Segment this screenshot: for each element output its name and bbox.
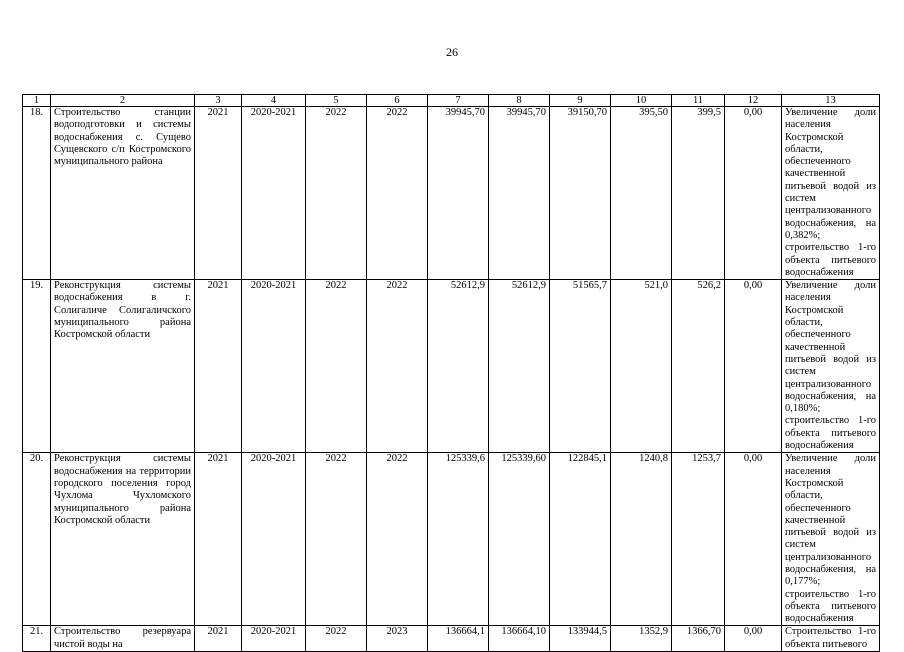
cell-col10: 521,0: [611, 280, 672, 453]
column-number: 8: [489, 95, 550, 107]
cell-col3: 2021: [195, 107, 242, 280]
cell-col7: 136664,1: [428, 626, 489, 652]
expected-result: Строительство 1-го объекта питьевого: [782, 626, 880, 652]
cell-col11: 526,2: [672, 280, 725, 453]
row-number: 18.: [23, 107, 51, 280]
cell-col7: 39945,70: [428, 107, 489, 280]
object-name: Реконструкция системы водоснабжения в г. Солигаличе Солигаличского муниципального района Костромской области: [51, 280, 195, 453]
cell-col4: 2020-2021: [242, 453, 306, 626]
cell-col8: 39945,70: [489, 107, 550, 280]
expected-result: Увеличение доли населения Костромской области, обеспеченного качественной питьевой водой из систем централизованного водоснабжения, на 0,382%; строительство 1-го объекта питьевого водоснабжения: [782, 107, 880, 280]
cell-col8: 136664,10: [489, 626, 550, 652]
cell-col6: 2022: [367, 280, 428, 453]
cell-col9: 133944,5: [550, 626, 611, 652]
column-number: 11: [672, 95, 725, 107]
cell-col7: 125339,6: [428, 453, 489, 626]
expected-result: Увеличение доли населения Костромской области, обеспеченного качественной питьевой водой из систем централизованного водоснабжения, на 0,177%; строительство 1-го объекта питьевого водоснабжения: [782, 453, 880, 626]
cell-col3: 2021: [195, 453, 242, 626]
row-number: 19.: [23, 280, 51, 453]
object-name: Реконструкция системы водоснабжения на территории городского поселения город Чухлома Чухломского муниципального района Костромской области: [51, 453, 195, 626]
cell-col3: 2021: [195, 626, 242, 652]
column-number: 5: [306, 95, 367, 107]
cell-col9: 51565,7: [550, 280, 611, 453]
document-table-wrapper: [22, 94, 879, 650]
cell-col6: 2022: [367, 107, 428, 280]
column-number: 4: [242, 95, 306, 107]
cell-col4: 2020-2021: [242, 280, 306, 453]
cell-col10: 395,50: [611, 107, 672, 280]
expected-result: Увеличение доли населения Костромской области, обеспеченного качественной питьевой водой из систем централизованного водоснабжения, на 0,180%; строительство 1-го объекта питьевого водоснабжения: [782, 280, 880, 453]
cell-col11: 1253,7: [672, 453, 725, 626]
cell-col5: 2022: [306, 626, 367, 652]
column-number: 7: [428, 95, 489, 107]
column-number: 10: [611, 95, 672, 107]
cell-col12: 0,00: [725, 626, 782, 652]
column-number: 13: [782, 95, 880, 107]
table-row: [23, 453, 880, 626]
cell-col12: 0,00: [725, 453, 782, 626]
page-number: 26: [446, 45, 458, 59]
column-number: 3: [195, 95, 242, 107]
cell-col8: 52612,9: [489, 280, 550, 453]
row-number: 21.: [23, 626, 51, 652]
cell-col5: 2022: [306, 453, 367, 626]
column-number: 1: [23, 95, 51, 107]
cell-col11: 399,5: [672, 107, 725, 280]
table-row: [23, 280, 880, 453]
cell-col10: 1240,8: [611, 453, 672, 626]
column-number: 9: [550, 95, 611, 107]
objects-table: [22, 94, 880, 652]
column-number-row: [23, 95, 880, 107]
cell-col4: 2020-2021: [242, 107, 306, 280]
cell-col4: 2020-2021: [242, 626, 306, 652]
cell-col8: 125339,60: [489, 453, 550, 626]
table-row: [23, 107, 880, 280]
column-number: 2: [51, 95, 195, 107]
object-name: Строительство резервуара чистой воды на: [51, 626, 195, 652]
table-row: [23, 626, 880, 652]
cell-col7: 52612,9: [428, 280, 489, 453]
cell-col11: 1366,70: [672, 626, 725, 652]
cell-col6: 2023: [367, 626, 428, 652]
cell-col5: 2022: [306, 107, 367, 280]
row-number: 20.: [23, 453, 51, 626]
column-number: 6: [367, 95, 428, 107]
cell-col9: 39150,70: [550, 107, 611, 280]
cell-col10: 1352,9: [611, 626, 672, 652]
cell-col6: 2022: [367, 453, 428, 626]
cell-col5: 2022: [306, 280, 367, 453]
cell-col9: 122845,1: [550, 453, 611, 626]
cell-col12: 0,00: [725, 280, 782, 453]
cell-col3: 2021: [195, 280, 242, 453]
cell-col12: 0,00: [725, 107, 782, 280]
object-name: Строительство станции водоподготовки и системы водоснабжения с. Сущево Сущевского с/п Костромского муниципального района: [51, 107, 195, 280]
column-number: 12: [725, 95, 782, 107]
